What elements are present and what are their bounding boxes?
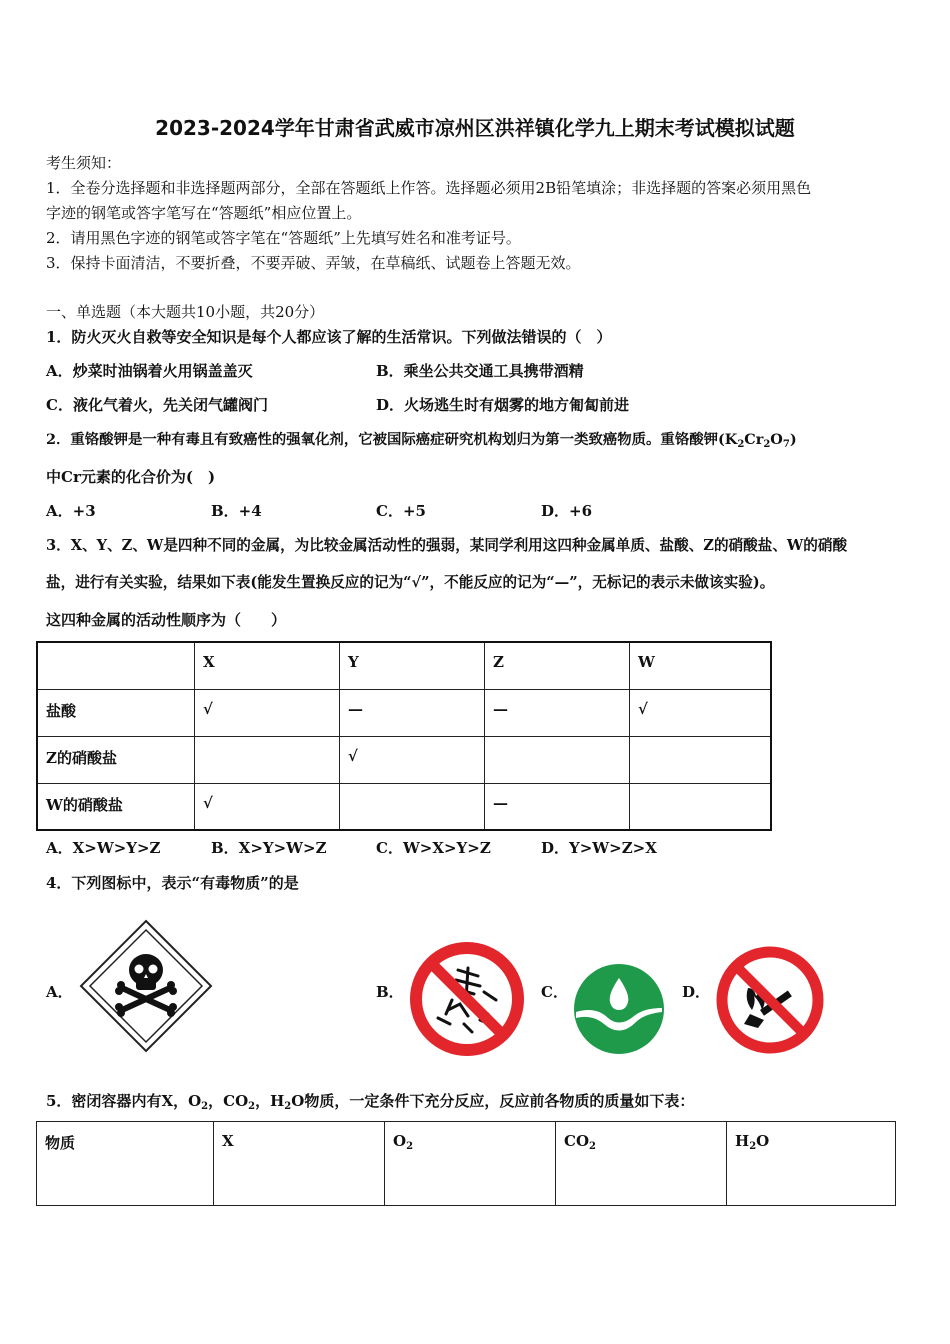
q2-option-c: C．+5 <box>376 502 426 520</box>
notice-item: 字迹的钢笔或答字笔写在“答题纸”相应位置上。 <box>46 204 362 222</box>
table-cell <box>195 736 340 783</box>
q3-stem: 盐，进行有关实验，结果如下表(能发生置换反应的记为“√”，不能反应的记为“—”，无标记的表示未做该实验)。 <box>46 574 775 591</box>
table-cell: √ <box>195 783 340 830</box>
q3-option-a: A．X>W>Y>Z <box>46 839 161 857</box>
q3-table <box>36 641 772 831</box>
table-cell: √ <box>630 689 772 736</box>
q3-option-b: B．X>Y>W>Z <box>211 839 327 857</box>
q5-table <box>36 1121 896 1206</box>
q2-option-d: D．+6 <box>541 502 593 520</box>
table-row <box>37 1122 896 1206</box>
q4-label-b: B． <box>376 983 404 1001</box>
table-cell <box>340 783 485 830</box>
table-cell <box>630 736 772 783</box>
table-row <box>37 689 771 736</box>
table-cell: X <box>214 1122 385 1206</box>
q2-option-b: B．+4 <box>211 502 262 520</box>
section-heading: 一、单选题（本大题共10小题，共20分） <box>46 303 325 321</box>
table-cell: W的硝酸盐 <box>37 783 195 830</box>
q1-option-c: C．液化气着火，先关闭气罐阀门 <box>46 396 268 414</box>
no-smoking-icon <box>714 944 826 1056</box>
notice-item: 1．全卷分选择题和非选择题两部分，全部在答题纸上作答。选择题必须用2B铅笔填涂；非选择题的答案必须用黑色 <box>46 179 812 197</box>
q3-stem: 这四种金属的活动性顺序为（ ） <box>46 611 287 629</box>
q4-label-c: C． <box>541 983 568 1001</box>
page-title: 2023-2024学年甘肃省武威市凉州区洪祥镇化学九上期末考试模拟试题 <box>155 116 795 140</box>
table-cell: — <box>340 689 485 736</box>
table-cell: X <box>195 642 340 689</box>
q1-option-d: D．火场逃生时有烟雾的地方匍匐前进 <box>376 396 630 414</box>
q3-option-d: D．Y>W>Z>X <box>541 839 657 857</box>
q2-stem-cont: 中Cr元素的化合价为( ) <box>46 468 216 486</box>
q4-label-a: A． <box>46 983 73 1001</box>
notice-heading: 考生须知： <box>46 154 122 172</box>
q4-label-d: D． <box>682 983 711 1001</box>
table-cell: $H_2O$ <box>727 1122 896 1206</box>
table-cell: $CO_2$ <box>556 1122 727 1206</box>
q1-option-b: B．乘坐公共交通工具携带酒精 <box>376 362 584 380</box>
no-littering-icon <box>408 940 526 1058</box>
toxic-skull-icon <box>78 918 214 1054</box>
q1-option-a: A．炒菜时油锅着火用锅盖盖灭 <box>46 362 253 380</box>
table-cell <box>630 783 772 830</box>
notice-item: 2．请用黑色字迹的钢笔或答字笔在“答题纸”上先填写姓名和准考证号。 <box>46 229 521 247</box>
table-cell: $O_2$ <box>385 1122 556 1206</box>
table-row <box>37 783 771 830</box>
table-cell: Y <box>340 642 485 689</box>
q3-option-c: C．W>X>Y>Z <box>376 839 491 857</box>
table-cell: — <box>485 783 630 830</box>
notice-item: 3．保持卡面清洁，不要折叠，不要弄破、弄皱，在草稿纸、试题卷上答题无效。 <box>46 254 581 272</box>
q1-stem: 1．防火灭火自救等安全知识是每个人都应该了解的生活常识。下列做法错误的（ ） <box>46 328 612 346</box>
table-cell: 盐酸 <box>37 689 195 736</box>
q2-stem: 2．重铬酸钾是一种有毒且有致癌性的强氧化剂，它被国际癌症研究机构划归为第一类致癌物质。重铬酸钾$(K_2Cr_2O_7)$ <box>46 431 797 450</box>
table-cell: √ <box>340 736 485 783</box>
table-row <box>37 736 771 783</box>
table-cell: √ <box>195 689 340 736</box>
q4-stem: 4．下列图标中，表示“有毒物质”的是 <box>46 874 299 892</box>
q5-stem: 5．密闭容器内有X，$O_2$，$CO_2$，$H_2O$物质，一定条件下充分反应，反应前各物质的质量如下表： <box>46 1092 695 1112</box>
table-cell: W <box>630 642 772 689</box>
table-cell: Z <box>485 642 630 689</box>
table-cell: — <box>485 689 630 736</box>
water-drop-icon <box>572 962 666 1056</box>
q2-option-a: A．+3 <box>46 502 96 520</box>
table-cell <box>37 642 195 689</box>
table-cell: 物质 <box>37 1122 214 1206</box>
table-cell: Z的硝酸盐 <box>37 736 195 783</box>
q3-stem: 3．X、Y、Z、W是四种不同的金属，为比较金属活动性的强弱，某同学利用这四种金属单质、盐酸、Z的硝酸盐、W的硝酸 <box>46 537 848 554</box>
table-cell <box>485 736 630 783</box>
